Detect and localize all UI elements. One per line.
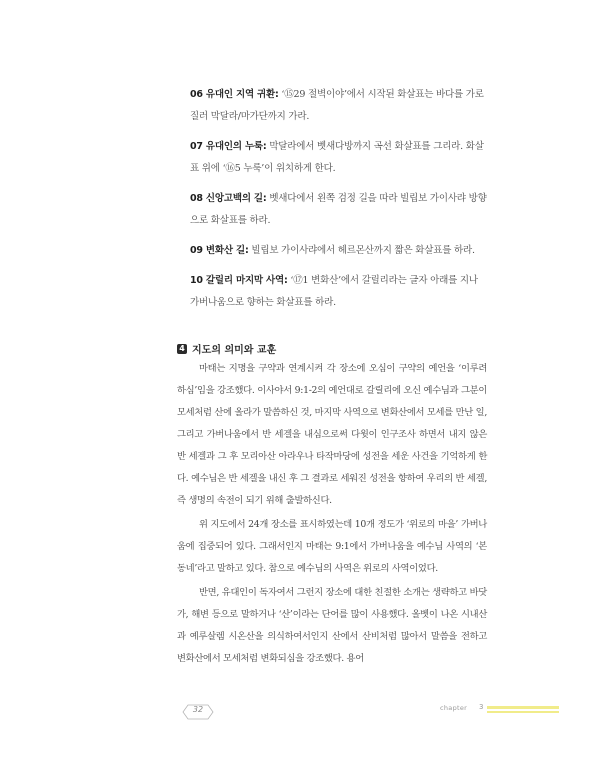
list-item-text: 벳새다에서 왼쪽 검정 길을 따라 빌립보 가이사랴 방향으로 화살표를 하라. [190,193,487,226]
list-item [177,84,487,128]
body-paragraph: 마태는 지명을 구약과 연계시켜 각 장소에 오심이 구약의 예언을 ‘이루려 하심’임을 강조했다. 이사야서 9:1-2의 예언대로 갈릴리에 오신 예수님과 그분이 모세처럼 산에 올라가 말씀하신 것, 마지막 사역으로 변화산에서 모세를 만난 일, 그리고 가버나움에서 반 세겔을 내심으로써 다윗이 인구조사 하면서 내지 않은 반 세겔과 그 후 모리아산 아라우나 타작마당에 성전을 세운 사건을 기억하게 한다. 예수님은 반 세겔을 내신 후 그 결과로 세워진 성전을 향하여 우리의 반 세겔, 즉 생명의 속전이 되기 위해 출발하신다. [177,363,487,506]
page-number-text: 32 [192,705,204,714]
section-heading [177,341,487,356]
chapter-accent-bar [487,706,559,709]
list-item [177,240,487,262]
section-number-badge: 4 [177,344,187,354]
list-item-text: 막달라에서 벳새다방까지 곡선 화살표를 그리라. 화살표 위에 ‘⑯5 누룩’이 위치하게 한다. [190,141,484,174]
list-item-heading: 06 유대인 지역 귀환: [190,89,279,100]
list-item-text: 빌립보 가이사랴에서 헤르몬산까지 짧은 화살표를 하라. [251,245,475,256]
list-item-text: ‘⑮29 절벽이야’에서 시작된 화살표는 바다를 가로질러 막달라/마가단까지 가라. [190,89,484,122]
instruction-list [177,84,487,314]
list-item-heading: 08 신앙고백의 길: [190,193,267,204]
list-item [177,188,487,232]
body-paragraph: 반면, 유대인이 독자여서 그런지 장소에 대한 친절한 소개는 생략하고 바닷가, 해변 등으로 말하거나 ‘산’이라는 단어를 많이 사용했다. 올벳이 나온 시내산과 예루살렘 시온산을 의식하여서인지 산에서 산비처럼 많아서 말씀을 전하고 변화산에서 모세처럼 변화되심을 강조했다. 용어 [177,587,487,664]
list-item [177,270,487,314]
list-item [177,136,487,180]
list-item-heading: 07 유대인의 누룩: [190,141,267,152]
body-paragraph: 위 지도에서 24개 장소를 표시하였는데 10개 정도가 ‘위로의 마을’ 가버나움에 집중되어 있다. 그래서인지 마태는 9:1에서 가버나움을 예수님 사역의 ‘본 동네’라고 말하고 있다. 참으로 예수님의 사역은 위로의 사역이었다. [177,519,487,574]
chapter-accent-bar [487,711,559,713]
section-title: 지도의 의미와 교훈 [192,345,277,356]
list-item-heading: 10 갈릴리 마지막 사역: [190,275,288,286]
chapter-number: 3 [479,703,484,711]
list-item-heading: 09 변화산 길: [190,245,249,256]
list-item-text: ‘⑰1 변화산’에서 갈릴리라는 글자 아래를 지나 가버나움으로 향하는 화살표를 하라. [190,275,478,308]
page-number [182,704,214,720]
chapter-label: chapter [440,704,468,712]
page-content [177,84,487,670]
